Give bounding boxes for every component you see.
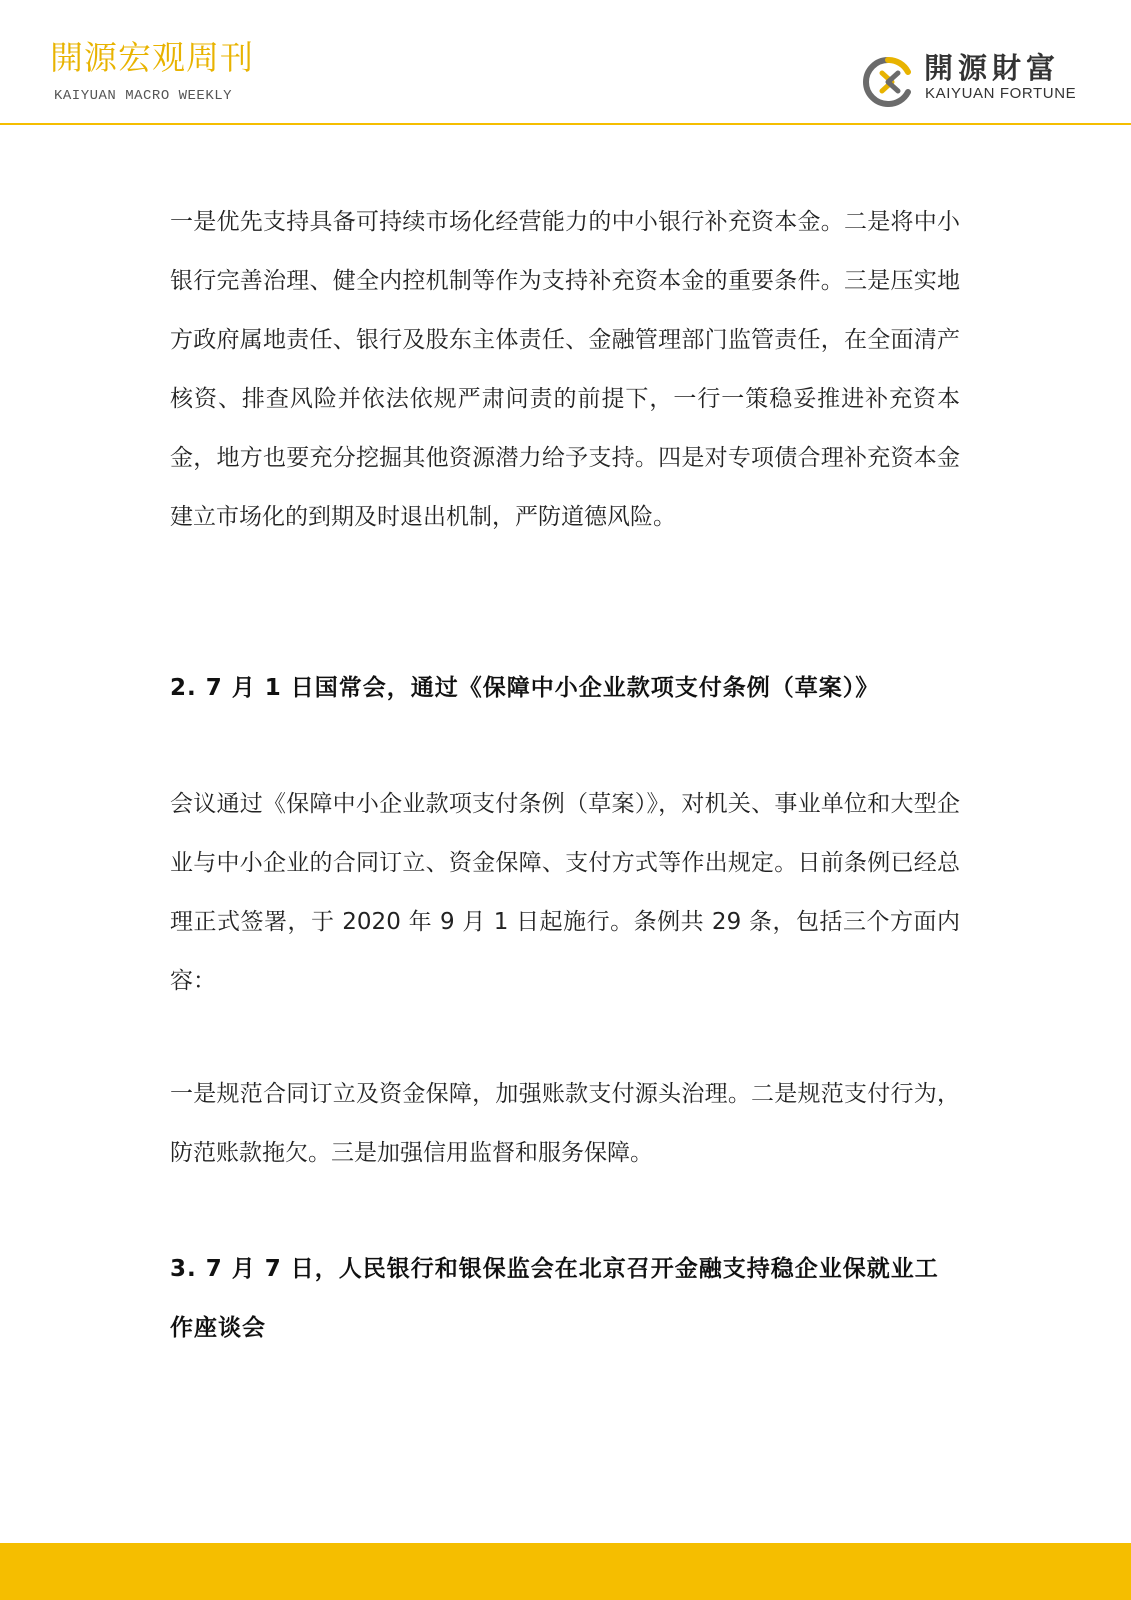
brand-title: 開源宏观周刊 bbox=[50, 38, 254, 77]
paragraph-payment-regulation: 会议通过《保障中小企业款项支付条例（草案）》，对机关、事业单位和大型企业与中小企业的合同订立、资金保障、支付方式等作出规定。日前条例已经总理正式签署，于 2020 年 9 月 1 日起施行。条例共 29 条，包括三个方面内容： bbox=[170, 791, 960, 994]
section-heading-2: 2. 7 月 1 日国常会，通过《保障中小企业款项支付条例（草案）》 bbox=[170, 675, 880, 701]
header-divider bbox=[0, 123, 1131, 125]
logo-chinese-name: 開源財富 bbox=[924, 51, 1061, 85]
kaiyuan-fortune-logo-icon bbox=[862, 56, 914, 108]
logo-english-name: KAIYUAN FORTUNE bbox=[925, 85, 1077, 102]
paragraph-bank-capital-support: 一是优先支持具备可持续市场化经营能力的中小银行补充资本金。二是将中小银行完善治理、健全内控机制等作为支持补充资本金的重要条件。三是压实地方政府属地责任、银行及股东主体责任、金融管理部门监管责任，在全面清产核资、排查风险并依法依规严肃问责的前提下，一行一策稳妥推进补充资本金，地方也要充分挖掘其他资源潜力给予支持。四是对专项债合理补充资本金建立市场化的到期及时退出机制，严防道德风险。 bbox=[170, 209, 960, 530]
brand-subtitle: KAIYUAN MACRO WEEKLY bbox=[54, 88, 233, 104]
paragraph-three-aspects: 一是规范合同订立及资金保障，加强账款支付源头治理。二是规范支付行为，防范账款拖欠。三是加强信用监督和服务保障。 bbox=[170, 1081, 960, 1166]
section-heading-3: 3. 7 月 7 日，人民银行和银保监会在北京召开金融支持稳企业保就业工作座谈会 bbox=[170, 1256, 939, 1341]
page-header bbox=[0, 0, 1131, 124]
footer-band bbox=[0, 1543, 1131, 1600]
